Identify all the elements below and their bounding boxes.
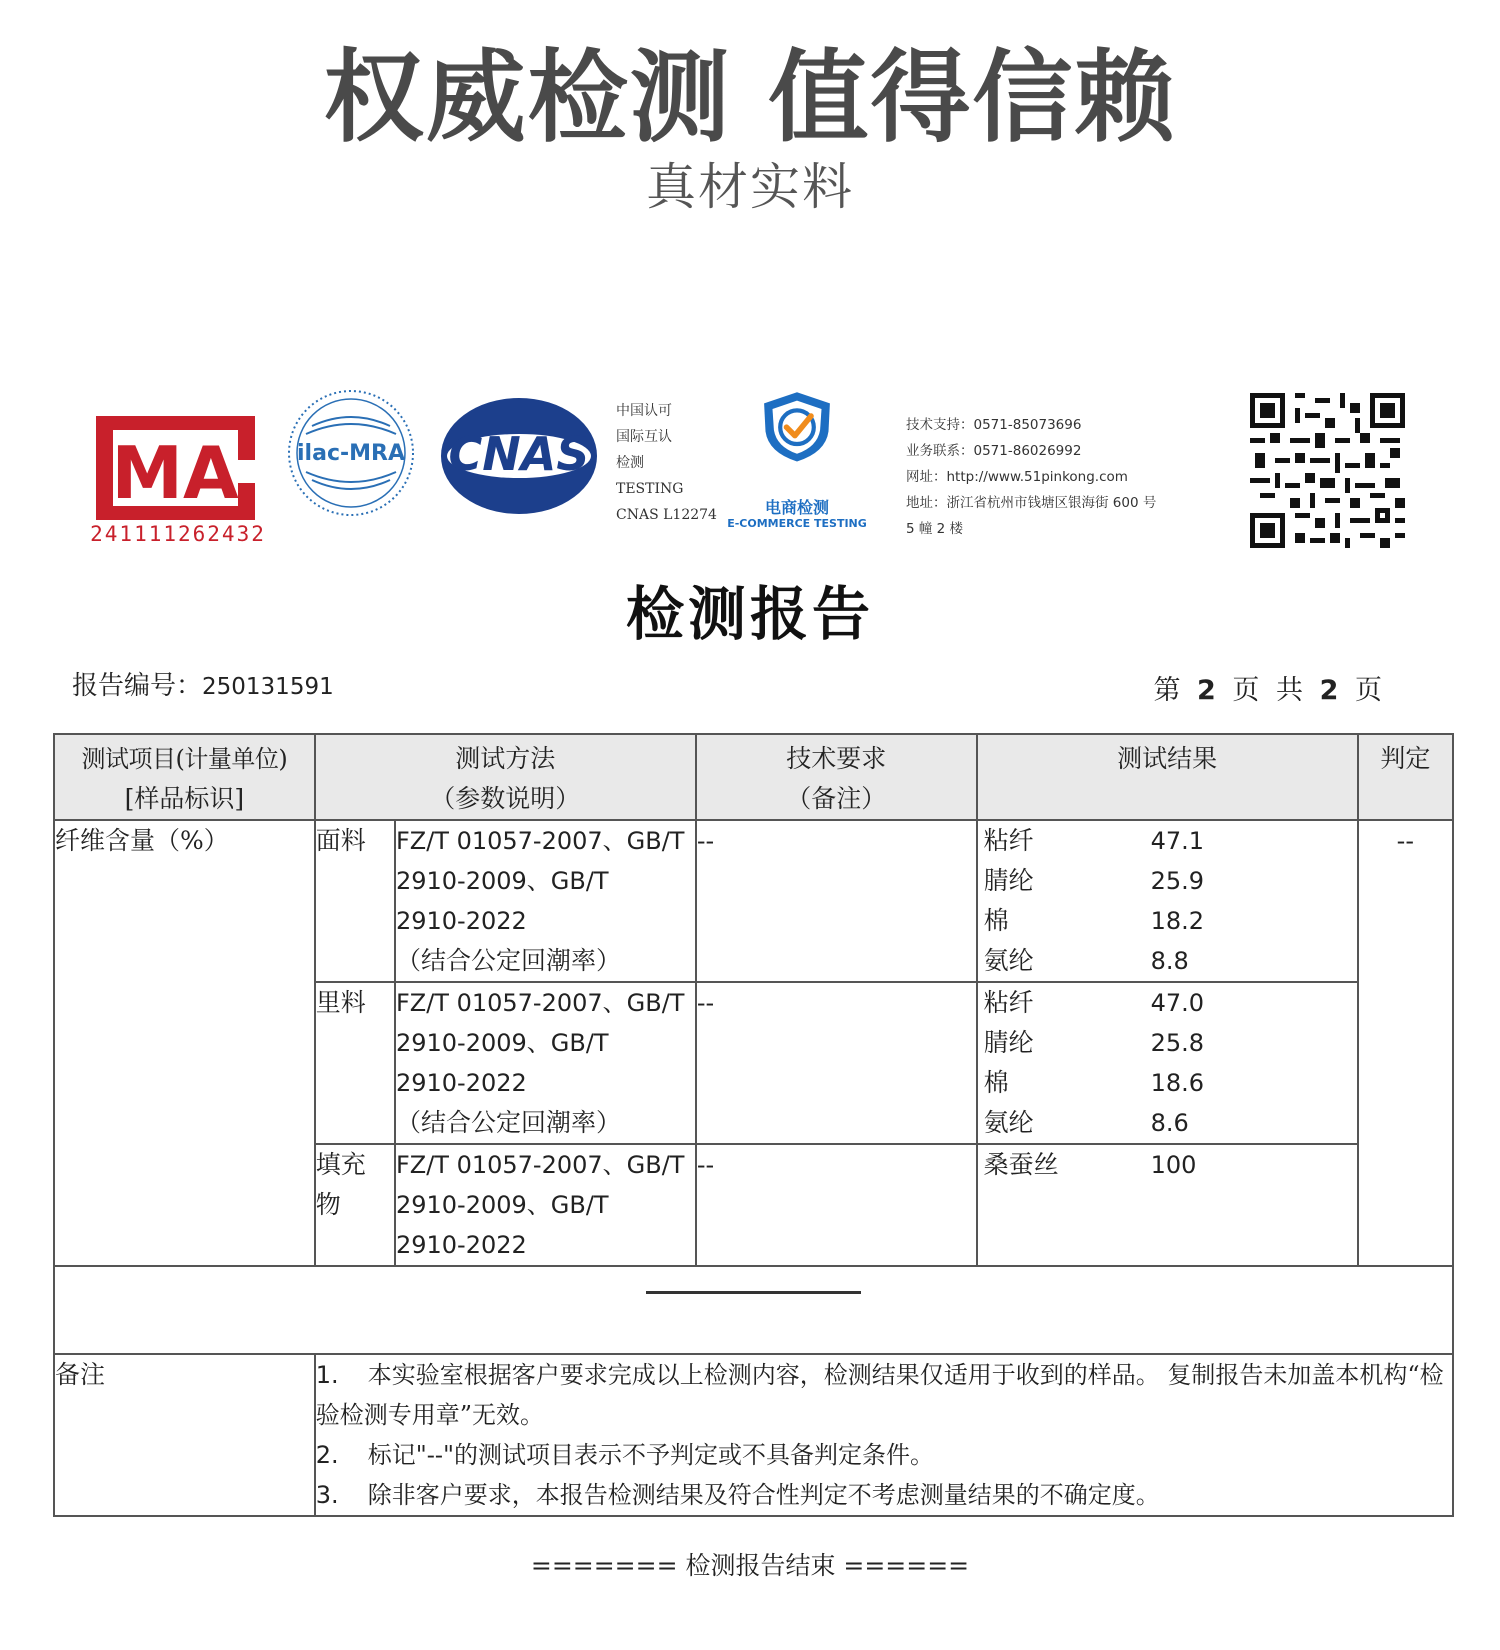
result-entry: 腈纶 25.8	[983, 1028, 1205, 1057]
notes-row	[54, 1354, 1453, 1516]
requirement-cell: --	[696, 820, 977, 982]
report-table	[53, 733, 1454, 1517]
cnas-side-line: TESTING	[616, 481, 684, 497]
divider-cell	[54, 1266, 1453, 1354]
page-subtitle: 真材实料	[646, 158, 854, 216]
result-entry: 氨纶 8.8	[983, 946, 1189, 975]
cnas-side-text	[616, 398, 717, 528]
notes-cell	[315, 1354, 1453, 1516]
page-indicator	[1153, 668, 1382, 707]
result-entry: 棉 18.6	[983, 1068, 1205, 1097]
contact-line: 技术支持：0571-85073696	[906, 417, 1082, 433]
page-mid: 页 共	[1232, 675, 1304, 706]
page-suffix: 页	[1355, 675, 1382, 706]
table-header-row	[54, 734, 1453, 820]
ecommerce-testing-cn: 电商检测	[764, 498, 829, 517]
cnas-side-line: 国际互认	[616, 429, 672, 445]
cnas-text: CNAS	[448, 427, 590, 481]
page-prefix: 第	[1153, 675, 1181, 706]
header-technical-requirement: 技术要求 （备注）	[696, 734, 977, 820]
header-test-item: 测试项目(计量单位) [样品标识]	[54, 734, 315, 820]
header-judgement: 判定	[1358, 734, 1453, 820]
result-cell	[977, 982, 1358, 1144]
header-test-method: 测试方法 （参数说明）	[315, 734, 696, 820]
part-cell: 填充 物	[315, 1144, 395, 1266]
result-cell	[977, 820, 1358, 982]
requirement-cell: --	[696, 982, 977, 1144]
result-entry: 棉 18.2	[983, 906, 1205, 935]
method-cell: FZ/T 01057-2007、GB/T 2910-2009、GB/T 2910-2022 （结合公定回潮率）	[395, 820, 696, 982]
ecommerce-testing-en: E-COMMERCE TESTING	[727, 517, 867, 530]
ilac-text: ilac-MRA	[297, 441, 405, 466]
report-title: 检测报告	[625, 580, 874, 648]
note-item: 3. 除非客户要求，本报告检测结果及符合性判定不考虑测量结果的不确定度。	[315, 1481, 1160, 1509]
contact-line: 5 幢 2 楼	[906, 521, 964, 537]
ecommerce-testing-logo	[722, 388, 872, 493]
cma-letters: MA	[111, 431, 239, 515]
result-entry: 桑蚕丝 100	[983, 1150, 1197, 1179]
report-number-value: 250131591	[202, 674, 334, 700]
divider-line	[646, 1291, 861, 1294]
cma-code: 241111262432	[90, 522, 266, 546]
table-row	[54, 820, 1453, 982]
qr-code	[1250, 393, 1405, 548]
method-cell: FZ/T 01057-2007、GB/T 2910-2009、GB/T 2910-2022 （结合公定回潮率）	[395, 982, 696, 1144]
note-item: 1. 本实验室根据客户要求完成以上检测内容，检测结果仅适用于收到的样品。 复制报告未加盖本机构“检验检测专用章”无效。	[315, 1361, 1444, 1429]
judgement-cell: --	[1358, 820, 1453, 1266]
test-item-cell: 纤维含量（%）	[54, 820, 315, 1266]
header-test-result: 测试结果	[977, 734, 1358, 820]
part-cell: 里料	[315, 982, 395, 1144]
result-entry: 腈纶 25.9	[983, 866, 1205, 895]
result-entry: 粘纤 47.1	[983, 826, 1205, 855]
contact-line: 地址：浙江省杭州市钱塘区银海街 600 号	[906, 495, 1157, 511]
result-cell	[977, 1144, 1358, 1266]
report-end-marker: ======= 检测报告结束 ======	[530, 1551, 970, 1580]
cnas-side-line: 检测	[616, 455, 644, 471]
requirement-cell: --	[696, 1144, 977, 1266]
report-number-label: 报告编号：	[72, 671, 203, 701]
result-entry: 粘纤 47.0	[983, 988, 1205, 1017]
contact-info	[906, 412, 1156, 542]
divider-row	[54, 1266, 1453, 1354]
part-cell: 面料	[315, 820, 395, 982]
report-number	[72, 665, 334, 702]
cnas-side-line: 中国认可	[616, 403, 672, 419]
note-item: 2. 标记"--"的测试项目表示不予判定或不具备判定条件。	[315, 1441, 935, 1469]
page-headline: 权威检测 值得信赖	[323, 39, 1177, 156]
contact-line: 网址：http://www.51pinkong.com	[906, 469, 1128, 485]
page-total: 2	[1319, 675, 1339, 706]
notes-label: 备注	[54, 1354, 315, 1516]
cnas-side-line: CNAS L12274	[616, 507, 717, 523]
method-cell: FZ/T 01057-2007、GB/T 2910-2009、GB/T 2910-2022	[395, 1144, 696, 1266]
page-current: 2	[1197, 675, 1216, 706]
result-entry: 氨纶 8.6	[983, 1108, 1189, 1137]
cnas-logo	[438, 394, 600, 519]
contact-line: 业务联系：0571-86026992	[906, 443, 1082, 459]
ilac-mra-logo	[286, 388, 416, 518]
